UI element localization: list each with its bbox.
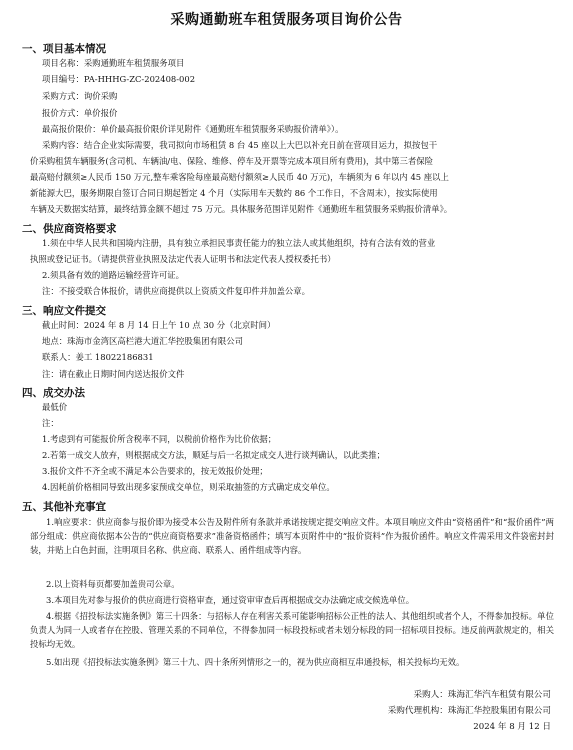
other-matter-2: 2.以上资料每页都要加盖贵司公章。 [46,579,180,589]
agent-signature: 采购代理机构：珠海汇华控股集团有限公司 [387,706,551,716]
announcement-date: 2024 年 8 月 12 日 [473,722,551,732]
submission-contact: 联系人：姜工 18022186831 [42,352,154,362]
other-matter-5: 5.如出现《招投标法实施条例》第三十九、四十条所列情形之一的，视为供应商相互串通投标，相关投标均无效。 [46,657,465,667]
award-item: 1.考虑到有可能报价所含税率不同，以税前价格作为比价依据； [42,434,277,444]
project-number: 项目编号：PA-HHHG-ZC-202408-002 [42,74,196,84]
qualification-req-1-cont: 执照或登记证书。（请提供营业执照及法定代表人证明书和法定代表人授权委托书） [30,254,336,264]
other-matter-3: 3.本项目先对参与报价的供应商进行资格审查，通过资审审查后再根据成交办法确定成交候选单位。 [46,595,415,605]
award-item: 3.报价文件不齐全或不满足本公告要求的，按无效报价处理； [42,466,268,476]
award-item: 2.若第一成交人放弃，则根据成交方法，顺延与后一名拟定成交人进行谈判确认，以此类推； [42,450,385,460]
content-line: 采购内容：结合企业实际需要，我司拟向市场租赁 8 台 45 座以上大巴以补充日前在营项目运力，拟按包干 [42,140,438,150]
other-matter-1: 1.响应要求：供应商参与报价即为接受本公告及附件所有条款并承诺按规定提交响应文件。本项目响应文件由“资格函件”和“报价函件”两部分组成：供应商依据本公告的“供应商资格要求”准备资格函件；填写本页附件中的“报价资料”作为报价函件。响应文件需采用文件袋密封封装，并贴上白色封面，注明项目名称、供应商、联系人、函件组成等内容。 [30,517,554,555]
document-title: 采购通勤班车租赁服务项目询价公告 [170,12,403,28]
section-heading-award-method: 四、成交办法 [22,387,85,399]
section-heading-submission: 三、响应文件提交 [22,305,106,317]
award-rule: 最低价 [42,402,68,412]
purchaser-signature: 采购人：珠海汇华汽车租赁有限公司 [413,690,551,700]
content-line: 最高赔付额须≥人民币 150 万元,整车乘客险每座最高赔付额须≥人民币 40 万元)，车辆须为 6 年以内 45 座以上 [30,172,449,182]
section-heading-project-info: 一、项目基本情况 [22,43,106,55]
project-name: 项目名称：采购通勤班车租赁服务项目 [42,58,185,68]
award-item: 4.因耗前价格相同导致出现多家预成交单位，则采取抽签的方式确定成交单位。 [42,482,335,492]
submission-deadline: 截止时间：2024 年 8 月 14 日上午 10 点 30 分（北京时间） [42,320,276,330]
quote-form: 报价方式：单价报价 [42,108,118,118]
procurement-method: 采购方式：询价采购 [42,91,118,101]
section-heading-other-matters: 五、其他补充事宜 [22,501,106,513]
qualification-req-2: 2.须具备有效的道路运输经营许可证。 [42,270,184,280]
submission-note: 注：请在截止日期时间内送达报价文件 [42,369,185,379]
submission-address: 地点：珠海市金湾区高栏港大道汇华控股集团有限公司 [42,336,243,346]
other-matter-4: 4.根据《招投标法实施条例》第三十四条：与招标人存在利害关系可能影响招标公正性的法人、其他组织或者个人，不得参加投标。单位负责人为同一人或者存在控股、管理关系的不同单位，不得参加同一标段投标或者未划分标段的同一招标项目投标。违反前两款规定的，相关投标均无效。 [30,611,554,649]
section-heading-qualification: 二、供应商资格要求 [22,223,117,235]
award-note-label: 注： [42,418,59,428]
content-line: 价采购租赁车辆服务(含司机、车辆油/电、保险、维修、停车及开票等完成本项目所有费用)，其中第三者保险 [30,156,433,166]
content-line: 新能源大巴，服务期限自签订合同日期起暂定 4 个月（实际用车天数约 86 个工作日，不含周末），按实际使用 [30,188,438,198]
qualification-req-1: 1.须在中华人民共和国境内注册，具有独立承担民事责任能力的独立法人或其他组织，持有合法有效的营业 [42,238,436,248]
content-line: 车辆及天数据实结算，最终结算金额不超过 75 万元。具体服务范围详见附件《通勤班车租赁服务采购报价清单》。 [30,204,453,214]
qualification-note: 注：不接受联合体报价，请供应商提供以上资质文件复印件并加盖公章。 [42,286,310,296]
max-price: 最高报价限价：单价最高报价限价详见附件《通勤班车租赁服务采购报价清单》）。 [42,124,344,134]
